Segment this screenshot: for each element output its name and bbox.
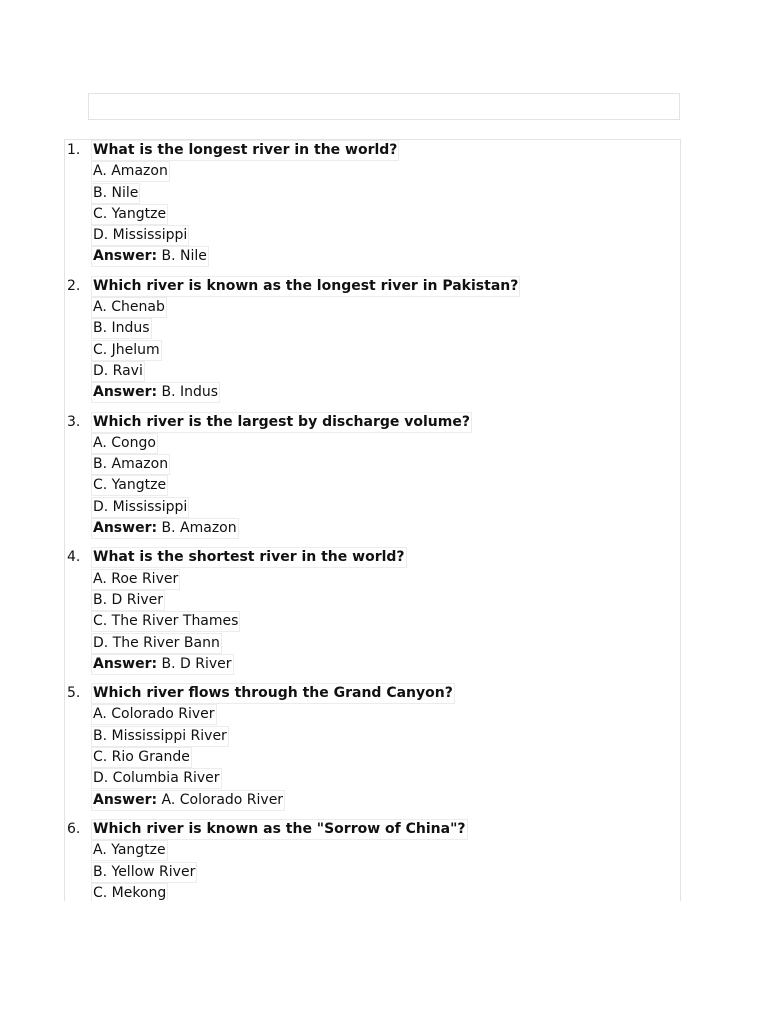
option-c: C. Yangtze (91, 475, 168, 496)
quiz-content (64, 139, 681, 901)
question-number: 1. (67, 142, 81, 158)
option-b: B. Amazon (91, 454, 170, 475)
question-item-5 (65, 683, 680, 811)
question-text: Which river is the largest by discharge volume? (91, 412, 472, 433)
option-a: A. Chenab (91, 297, 167, 318)
option-a: A. Amazon (91, 161, 170, 182)
question-number: 6. (67, 820, 81, 837)
option-d: D. Mississippi (91, 225, 189, 246)
option-d: D. The River Bann (91, 633, 222, 654)
question-text: Which river is known as the "Sorrow of China"? (91, 819, 468, 840)
answer-value: B. Indus (161, 384, 219, 401)
option-b: B. Nile (91, 183, 140, 204)
question-item-4 (65, 547, 680, 675)
question-text: Which river flows through the Grand Canyon? (91, 683, 455, 704)
question-number: 5. (67, 685, 81, 702)
question-number: 4. (67, 549, 81, 566)
option-b: B. D River (91, 590, 165, 611)
question-text: What is the shortest river in the world? (91, 547, 407, 568)
question-number: 3. (67, 413, 81, 430)
option-d: D. Ravi (91, 361, 145, 382)
option-a: A. Yangtze (91, 840, 168, 861)
option-c: C. Yangtze (91, 204, 168, 225)
question-item-2 (65, 276, 680, 404)
option-d: D. Columbia River (91, 768, 222, 789)
question-item-3 (65, 412, 680, 540)
option-c: C. The River Thames (91, 611, 240, 632)
question-item-1 (65, 140, 680, 268)
option-d: D. Mississippi (91, 497, 189, 518)
answer-value: B. Nile (161, 248, 207, 265)
answer-line (91, 518, 239, 539)
question-list (65, 140, 680, 901)
option-a: A. Congo (91, 433, 158, 454)
top-blank-box (88, 93, 680, 120)
answer-label: Answer: (93, 655, 158, 672)
option-b: B. Mississippi River (91, 726, 229, 747)
answer-label: Answer: (93, 384, 158, 401)
question-item-6 (65, 819, 680, 901)
question-text: Which river is known as the longest river in Pakistan? (91, 276, 520, 297)
answer-label: Answer: (93, 791, 158, 808)
answer-value: B. D River (161, 655, 232, 672)
answer-line (91, 246, 209, 267)
answer-value: A. Colorado River (161, 791, 284, 808)
question-text: What is the longest river in the world? (91, 140, 399, 161)
answer-label: Answer: (93, 248, 158, 265)
option-a: A. Colorado River (91, 704, 217, 725)
option-c: C. Jhelum (91, 340, 162, 361)
answer-label: Answer: (93, 520, 158, 537)
option-b: B. Indus (91, 318, 152, 339)
answer-line (91, 382, 220, 403)
option-b: B. Yellow River (91, 862, 197, 883)
option-c: C. Rio Grande (91, 747, 192, 768)
question-number: 2. (67, 277, 81, 294)
answer-line (91, 654, 234, 675)
answer-line (91, 790, 285, 811)
option-a: A. Roe River (91, 569, 180, 590)
answer-value: B. Amazon (161, 520, 237, 537)
option-c: C. Mekong (91, 883, 168, 901)
